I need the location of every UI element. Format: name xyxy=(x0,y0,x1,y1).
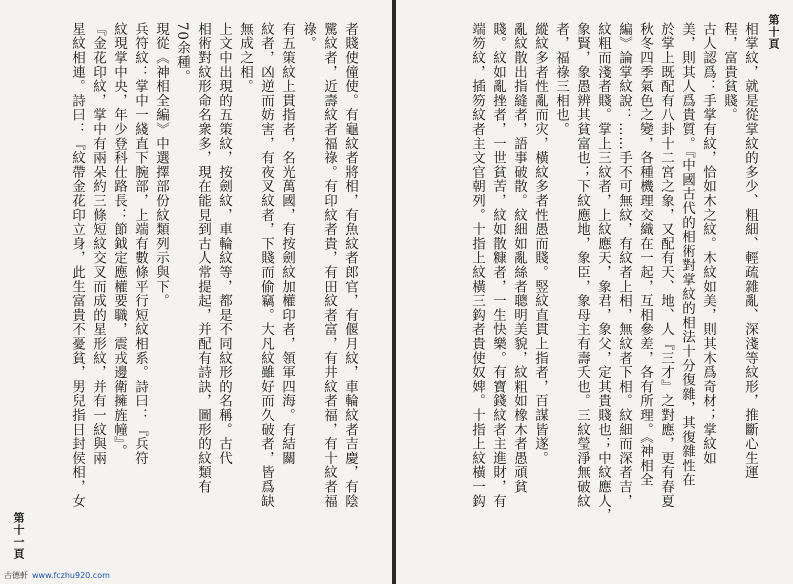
left-page xyxy=(0,0,392,584)
text-column: 有五策紋上貫指者，名光萬國，有按劍紋加權印者，領軍四海。有結關 xyxy=(279,22,295,466)
text-column: 相術對紋形命名衆多，現在能見到古人常提起，并配有詩訣，圖形的紋類有 xyxy=(195,22,211,494)
text-column: 秋冬四季氣色之變，各種機理交織在一起，互相參差，各有所理。《神相全 xyxy=(637,22,653,488)
page-number: 第十頁 xyxy=(767,14,780,50)
text-column: 紋現掌中央，年少登科仕路長：節鉞定應權要職，震戎邊衛擁旌幢』。 xyxy=(111,22,127,459)
site-name: 古德軒 xyxy=(4,571,28,580)
site-url-link[interactable]: www.fczhu920.com xyxy=(32,571,110,580)
text-column: 相掌紋，就是從掌紋的多少、粗細、輕疏雜亂、深淺等紋形，推斷心生運 xyxy=(742,22,758,480)
text-column: 古人認爲：手掌有紋，恰如木之紋。木紋如美，則其木爲奇材；掌紋如 xyxy=(700,22,716,466)
page-number: 第十一頁 xyxy=(12,512,25,560)
text-column: 亂紋散出指縫者，語事破散。紋細如亂絲者聰明美貌，紋粗如橡木者愚頑貧 xyxy=(511,22,527,494)
text-column: 無成之相。 xyxy=(237,22,253,94)
text-column: 紋粗而淺者賤。掌上三紋者，上紋應天，象君，象父，定其貴賤也；中紋應人， xyxy=(595,22,611,523)
text-column: 祿。 xyxy=(300,22,316,51)
text-column: 現從《神相全編》中選擇部份紋類列示與下。 xyxy=(153,22,169,308)
text-column: 兵符紋：掌中一綫直下腕部，上端有數條平行短紋相系。詩曰：『兵符 xyxy=(132,22,148,466)
text-column: 端笏紋，插笏紋者主文官朝列。十指上紋橫三鈎者貴使奴婢。十指上紋橫一鈎 xyxy=(469,22,485,509)
left-page-text xyxy=(10,22,360,552)
text-column: 縱紋多者性亂而灾，橫紋多者性愚而賤。竪紋直貫上指者，百謀皆遂。 xyxy=(532,22,548,466)
text-column: 編》論掌紋說：……手不可無紋，有紋者上相，無紋者下相。紋細而深者吉， xyxy=(616,22,632,509)
watermark-footer xyxy=(4,570,110,581)
text-column: 70余種。 xyxy=(174,22,190,84)
text-column: 於掌上既配有八卦十二宮之象，又配有天、地、人『三才』之對應，更有春夏 xyxy=(658,22,674,509)
text-column: 者賤使僮使。有龜紋者將相，有魚紋者郎官，有偃月紋，車輪紋者吉慶，有陰 xyxy=(342,22,358,509)
text-column: 紋者，凶逆而妨害，有夜叉紋者，下賤而偷竊。大凡紋雖好而久破者，皆爲缺 xyxy=(258,22,274,509)
text-column: 上文中出現的五策紋，按劍紋，車輪紋等，都是不同紋形的名稱。古代 xyxy=(216,22,232,466)
text-column: 美，則其人爲貴質。『中國古代的相術對掌紋的相法十分復雜，其復雜性在 xyxy=(679,22,695,488)
text-column: 『金花印紋，掌中有兩朵約三條短紋交叉而成的星形紋，并有一紋與兩 xyxy=(90,22,106,466)
text-column: 星紋相連。詩曰：『紋帶金花印立身，此生富貴不憂貧，男兒指日封侯相，女 xyxy=(69,22,85,509)
text-column: 象賢，象愚辨其貧富也；下紋應地，象臣，象母主有壽夭也。三紋瑩淨無破紋 xyxy=(574,22,590,509)
text-column: 賤。紋如亂挫者，一世貧苦，紋如散糠者，一生快樂。有寶錢紋者主進財，有 xyxy=(490,22,506,509)
text-column: 者，福祿三相也。 xyxy=(553,22,569,137)
text-column: 騭紋者，近壽紋者福祿。有印紋者貴，有田紋者富，有井紋者福，有十紋者福 xyxy=(321,22,337,509)
text-column: 程，富貴貧賤。 xyxy=(721,22,737,123)
right-page xyxy=(396,0,793,584)
right-page-text xyxy=(410,22,760,552)
